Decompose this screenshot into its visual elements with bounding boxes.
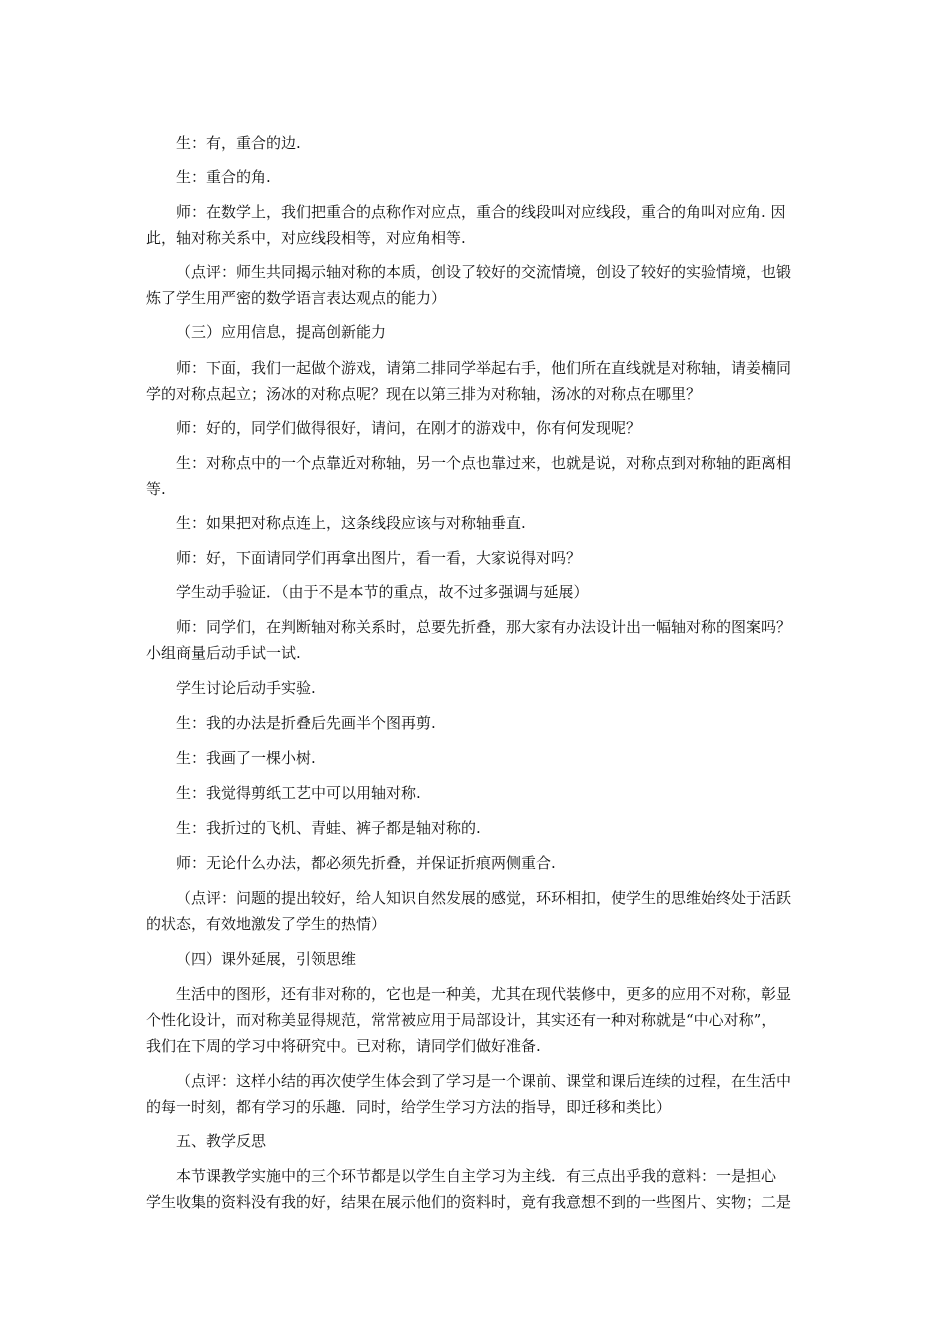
text-line: 的状态，有效地激发了学生的热情） (146, 915, 387, 933)
text-line: 个性化设计，而对称美显得规范，常常被应用于局部设计，其实还有一种对称就是“中心对称”， (146, 1011, 777, 1029)
text-line: 我们在下周的学习中将研究中。已对称，请同学们做好准备. (146, 1037, 541, 1055)
section-heading (146, 319, 806, 345)
paragraph (146, 815, 806, 841)
text-line: 学生动手验证．（由于不是本节的重点，故不过多强调与延展） (176, 583, 589, 601)
text-line: 本节课教学实施中的三个环节都是以学生自主学习为主线．有三点出乎我的意料：一是担心 (176, 1167, 777, 1185)
text-line: 等. (146, 480, 166, 498)
paragraph (146, 745, 806, 771)
text-line: 生：重合的角. (176, 168, 271, 186)
text-line: 生：我画了一棵小树. (176, 749, 316, 767)
paragraph (146, 579, 806, 605)
text-line: 生活中的图形，还有非对称的，它也是一种美，尤其在现代装修中，更多的应用不对称，彰显 (176, 985, 792, 1003)
text-line: （点评：师生共同揭示轴对称的本质，创设了较好的交流情境，创设了较好的实验情境，也锻 (176, 263, 792, 281)
text-line: 师：好的，同学们做得很好，请问，在刚才的游戏中，你有何发现呢？ (176, 419, 642, 437)
paragraph (146, 259, 806, 311)
paragraph (146, 545, 806, 571)
paragraph (146, 510, 806, 536)
paragraph (146, 355, 806, 407)
paragraph (146, 780, 806, 806)
section-heading (146, 946, 806, 972)
text-line: （四）课外延展，引领思维 (176, 950, 357, 968)
text-line: 生：我的办法是折叠后先画半个图再剪. (176, 714, 436, 732)
paragraph (146, 164, 806, 190)
paragraph (146, 614, 806, 666)
paragraph (146, 981, 806, 1059)
paragraph (146, 1068, 806, 1120)
paragraph (146, 415, 806, 441)
text-line: 的每一时刻，都有学习的乐趣．同时，给学生学习方法的指导，即迁移和类比） (146, 1098, 672, 1116)
text-line: 生：对称点中的一个点靠近对称轴，另一个点也靠过来，也就是说，对称点到对称轴的距离相 (176, 454, 792, 472)
text-line: 师：好，下面请同学们再拿出图片，看一看，大家说得对吗？ (176, 549, 582, 567)
text-line: （三）应用信息，提高创新能力 (176, 323, 387, 341)
paragraph (146, 450, 806, 502)
text-line: 生：我觉得剪纸工艺中可以用轴对称. (176, 784, 421, 802)
paragraph (146, 675, 806, 701)
text-line: 师：下面，我们一起做个游戏，请第二排同学举起右手，他们所在直线就是对称轴，请姜楠同 (176, 359, 792, 377)
paragraph (146, 199, 806, 251)
text-line: 生：有，重合的边. (176, 134, 301, 152)
text-line: 学生讨论后动手实验. (176, 679, 316, 697)
paragraph (146, 850, 806, 876)
text-line: （点评：这样小结的再次使学生体会到了学习是一个课前、课堂和课后连续的过程，在生活中 (176, 1072, 792, 1090)
text-line: （点评：问题的提出较好，给人知识自然发展的感觉，环环相扣，使学生的思维始终处于活跃 (176, 889, 792, 907)
paragraph (146, 710, 806, 736)
text-line: 学的对称点起立；汤冰的对称点呢？现在以第三排为对称轴，汤冰的对称点在哪里？ (146, 385, 702, 403)
text-line: 炼了学生用严密的数学语言表达观点的能力） (146, 289, 447, 307)
text-line: 生：我折过的飞机、青蛙、裤子都是轴对称的. (176, 819, 481, 837)
text-line: 小组商量后动手试一试. (146, 644, 301, 662)
text-line: 师：无论什么办法，都必须先折叠，并保证折痕两侧重合. (176, 854, 556, 872)
text-line: 此，轴对称关系中，对应线段相等，对应角相等. (146, 229, 466, 247)
paragraph (146, 885, 806, 937)
text-line: 师：在数学上，我们把重合的点称作对应点，重合的线段叫对应线段，重合的角叫对应角. 因 (176, 203, 786, 221)
paragraph (146, 130, 806, 156)
text-line: 生：如果把对称点连上，这条线段应该与对称轴垂直. (176, 514, 526, 532)
text-line: 师：同学们，在判断轴对称关系时，总要先折叠，那大家有办法设计出一幅轴对称的图案吗？ (176, 618, 792, 636)
text-line: 五、教学反思 (176, 1132, 267, 1150)
paragraph (146, 1163, 806, 1215)
text-line: 学生收集的资料没有我的好，结果在展示他们的资料时，竟有我意想不到的一些图片、实物；二是 (146, 1193, 792, 1211)
section-heading (146, 1128, 806, 1154)
